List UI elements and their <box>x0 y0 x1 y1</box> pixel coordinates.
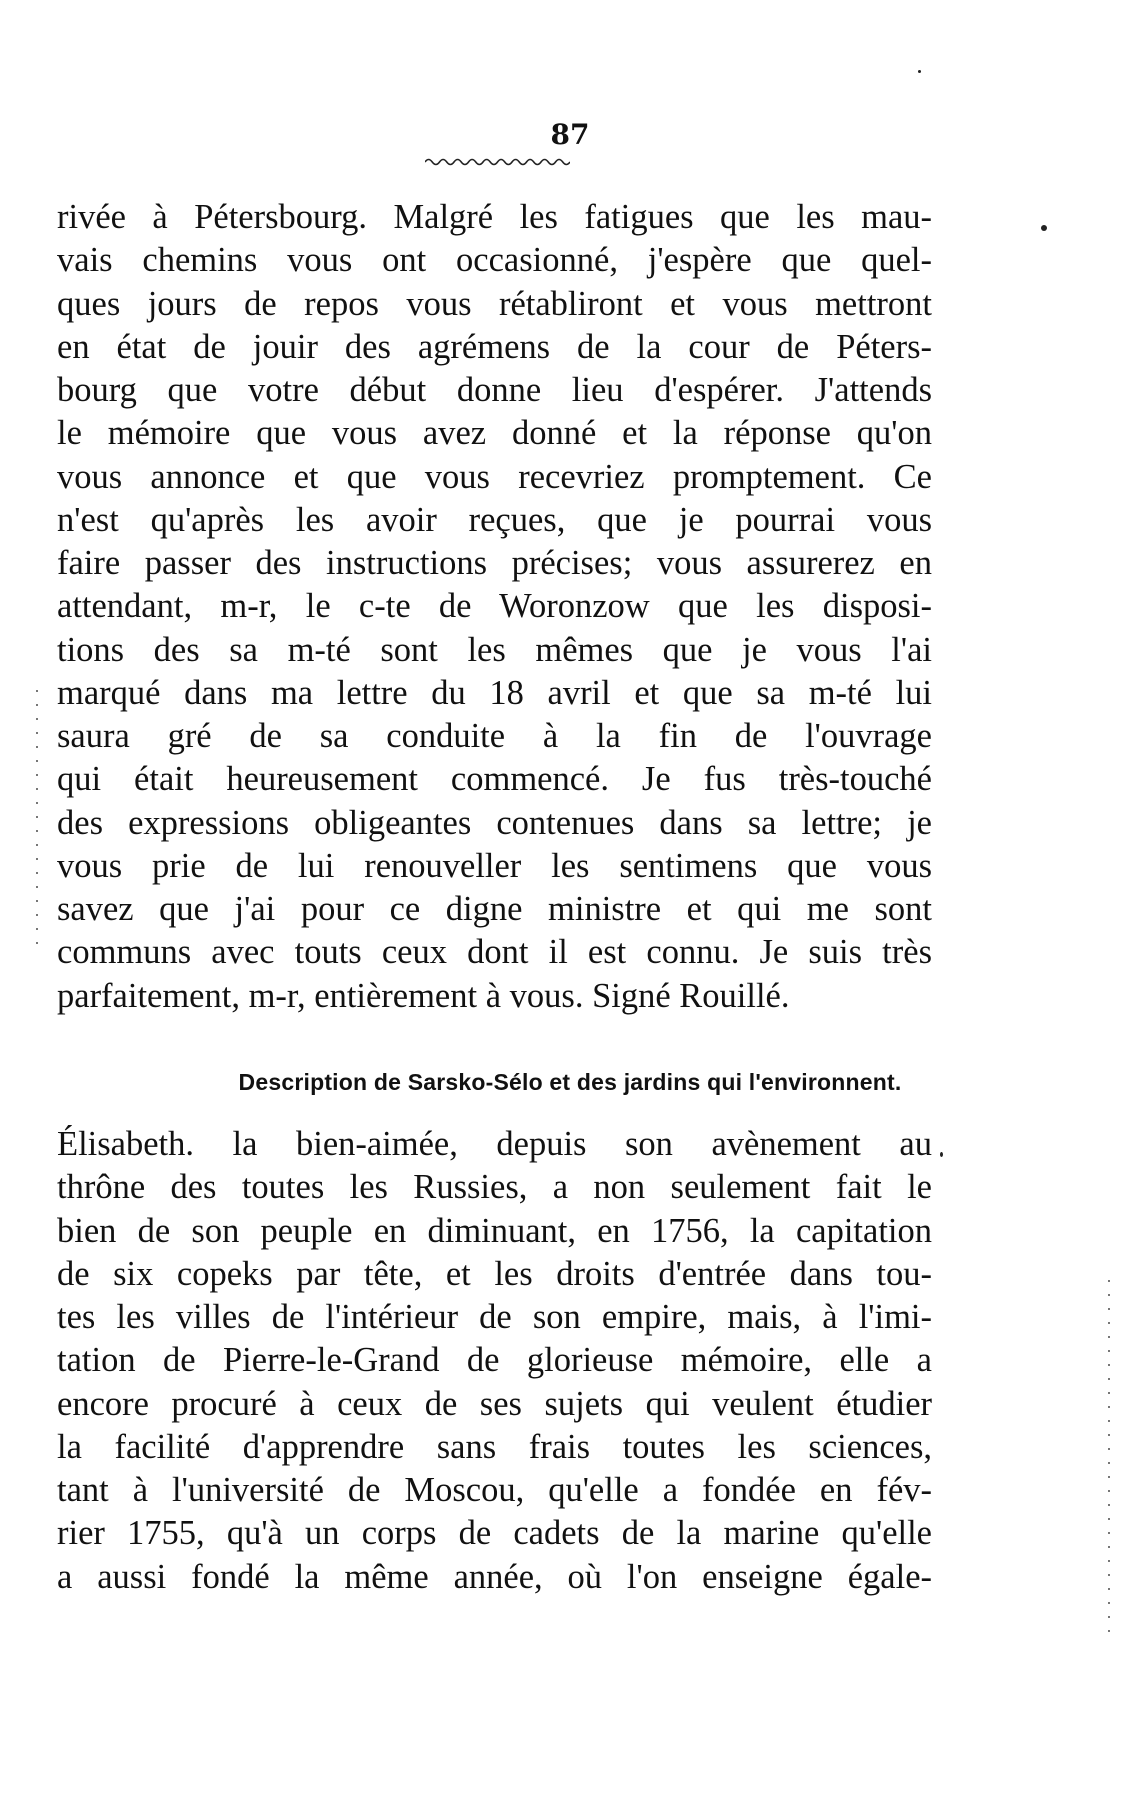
scan-edge-marks <box>1108 1280 1110 1640</box>
text-line: tant à l'université de Moscou, qu'elle a fondée en fév- <box>57 1471 932 1509</box>
page-number: 87 <box>550 118 590 151</box>
text-line: marqué dans ma lettre du 18 avril et que sa m-té lui <box>57 673 932 712</box>
text-line: encore procuré à ceux de ses sujets qui veulent étudier <box>57 1384 932 1423</box>
section-heading: Description de Sarsko-Sélo et des jardins qui l'environnent. <box>238 1069 902 1095</box>
text-line: la facilité d'apprendre sans frais toutes les sciences, <box>57 1427 932 1466</box>
text-line: vous prie de lui renouveller les sentimens que vous <box>57 846 932 885</box>
text-line: vais chemins vous ont occasionné, j'espère que quel- <box>57 241 932 280</box>
text-line: tation de Pierre-le-Grand de glorieuse mémoire, elle a <box>57 1341 932 1380</box>
text-line: Élisabeth. la bien-aimée, depuis son avènement au <box>57 1125 932 1163</box>
text-line: bourg que votre début donne lieu d'espérer. J'attends <box>57 371 932 409</box>
scan-speck <box>940 1152 943 1157</box>
text-line: tions des sa m-té sont les mêmes que je vous l'ai <box>57 630 932 669</box>
text-line: de six copeks par tête, et les droits d'entrée dans tou- <box>57 1254 932 1293</box>
description-paragraph <box>57 1123 932 1599</box>
text-line: parfaitement, m-r, entièrement à vous. Signé Rouillé. <box>57 976 790 1015</box>
text-line: savez que j'ai pour ce digne ministre et qui me sont <box>57 890 932 928</box>
text-line: des expressions obligeantes contenues dans sa lettre; je <box>57 803 932 842</box>
text-line: qui était heureusement commencé. Je fus très-touché <box>57 760 932 799</box>
text-line: saura gré de sa conduite à la fin de l'ouvrage <box>57 717 932 755</box>
text-line: en état de jouir des agrémens de la cour de Péters- <box>57 327 932 366</box>
text-line: attendant, m-r, le c-te de Woronzow que les disposi- <box>57 587 932 626</box>
text-line: ques jours de repos vous rétabliront et vous mettront <box>57 284 932 323</box>
letter-paragraph <box>57 196 932 1018</box>
text-line: vous annonce et que vous recevriez promptement. Ce <box>57 457 932 496</box>
text-line: n'est qu'après les avoir reçues, que je pourrai vous <box>57 500 932 539</box>
text-line: rivée à Pétersbourg. Malgré les fatigues que les mau- <box>57 198 932 236</box>
scan-edge-marks <box>36 690 38 950</box>
text-line: tes les villes de l'intérieur de son empire, mais, à l'imi- <box>57 1298 932 1336</box>
text-line: le mémoire que vous avez donné et la réponse qu'on <box>57 414 932 453</box>
text-line: bien de son peuple en diminuant, en 1756, la capitation <box>57 1211 932 1250</box>
text-line: faire passer des instructions précises; vous assurerez en <box>57 544 932 582</box>
scan-speck <box>1041 225 1047 231</box>
text-line: a aussi fondé la même année, où l'on enseigne égale- <box>57 1557 932 1596</box>
text-line: thrône des toutes les Russies, a non seulement fait le <box>57 1168 932 1207</box>
scan-speck <box>918 70 921 73</box>
text-line: communs avec touts ceux dont il est connu. Je suis très <box>57 933 932 972</box>
wavy-rule-ornament <box>425 157 570 167</box>
text-line: rier 1755, qu'à un corps de cadets de la marine qu'elle <box>57 1514 932 1553</box>
